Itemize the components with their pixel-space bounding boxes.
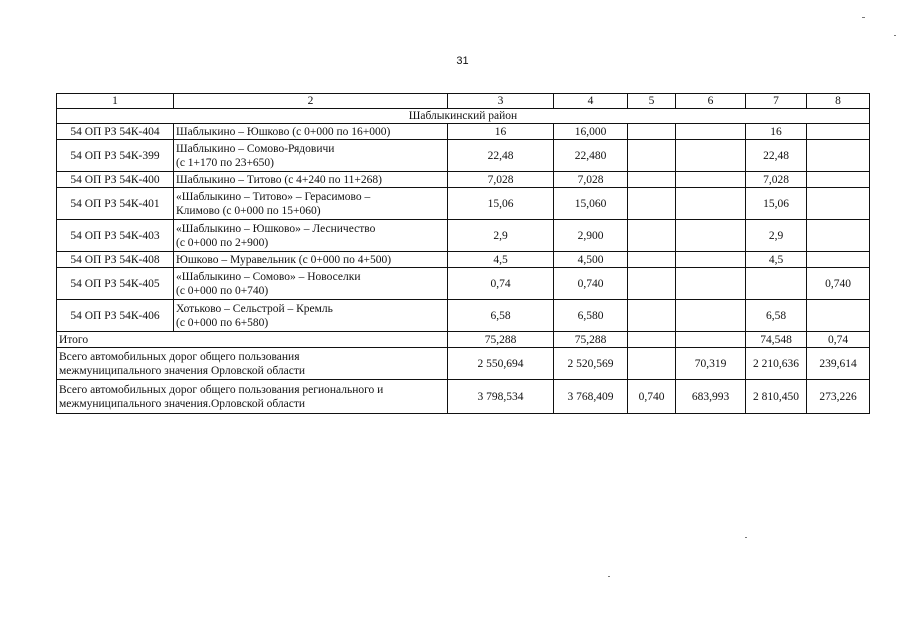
road-name bbox=[174, 172, 448, 188]
road-c3: 0,74 bbox=[448, 268, 554, 300]
road-name bbox=[174, 252, 448, 268]
road-row bbox=[57, 252, 870, 268]
road-row bbox=[57, 188, 870, 220]
total-c7: 74,548 bbox=[746, 332, 807, 348]
road-c6 bbox=[676, 268, 746, 300]
grand-total-row bbox=[57, 380, 870, 414]
intermunicipal-c4: 2 520,569 bbox=[554, 348, 628, 380]
road-name bbox=[174, 140, 448, 172]
road-c7: 2,9 bbox=[746, 220, 807, 252]
col-header-1: 1 bbox=[57, 94, 174, 109]
scan-speck bbox=[608, 576, 610, 577]
intermunicipal-c3: 2 550,694 bbox=[448, 348, 554, 380]
road-c6 bbox=[676, 220, 746, 252]
road-c4: 7,028 bbox=[554, 172, 628, 188]
road-code: 54 ОП РЗ 54К-408 bbox=[57, 252, 174, 268]
road-c6 bbox=[676, 140, 746, 172]
col-header-8: 8 bbox=[807, 94, 870, 109]
road-c8: 0,740 bbox=[807, 268, 870, 300]
road-c7: 22,48 bbox=[746, 140, 807, 172]
grand-total-label-line1: Всего автомобильных дорог общего пользования регионального и bbox=[59, 383, 384, 396]
road-c8 bbox=[807, 220, 870, 252]
grand-c8: 273,226 bbox=[807, 380, 870, 414]
road-code: 54 ОП РЗ 54К-401 bbox=[57, 188, 174, 220]
road-c7: 16 bbox=[746, 124, 807, 140]
road-c6 bbox=[676, 252, 746, 268]
road-c3: 16 bbox=[448, 124, 554, 140]
road-c3: 22,48 bbox=[448, 140, 554, 172]
road-c3: 6,58 bbox=[448, 300, 554, 332]
road-c7: 4,5 bbox=[746, 252, 807, 268]
road-c8 bbox=[807, 172, 870, 188]
col-header-3: 3 bbox=[448, 94, 554, 109]
road-c7: 7,028 bbox=[746, 172, 807, 188]
road-c4: 0,740 bbox=[554, 268, 628, 300]
scan-speck bbox=[862, 17, 865, 18]
road-row bbox=[57, 140, 870, 172]
grand-c5: 0,740 bbox=[628, 380, 676, 414]
road-code: 54 ОП РЗ 54К-403 bbox=[57, 220, 174, 252]
road-c3: 4,5 bbox=[448, 252, 554, 268]
total-label: Итого bbox=[57, 332, 448, 348]
scan-speck bbox=[894, 35, 896, 36]
road-c4: 16,000 bbox=[554, 124, 628, 140]
total-c3: 75,288 bbox=[448, 332, 554, 348]
road-c6 bbox=[676, 300, 746, 332]
road-c7: 6,58 bbox=[746, 300, 807, 332]
grand-total-label bbox=[57, 380, 448, 414]
road-c4: 4,500 bbox=[554, 252, 628, 268]
grand-c4: 3 768,409 bbox=[554, 380, 628, 414]
total-c8: 0,74 bbox=[807, 332, 870, 348]
intermunicipal-c8: 239,614 bbox=[807, 348, 870, 380]
col-header-4: 4 bbox=[554, 94, 628, 109]
road-row bbox=[57, 124, 870, 140]
intermunicipal-c6: 70,319 bbox=[676, 348, 746, 380]
road-name-line2: Климово (с 0+000 по 15+060) bbox=[176, 204, 321, 217]
road-name-line1: Шаблыкино – Юшково (с 0+000 по 16+000) bbox=[176, 125, 391, 138]
grand-c6: 683,993 bbox=[676, 380, 746, 414]
road-c4: 15,060 bbox=[554, 188, 628, 220]
col-header-6: 6 bbox=[676, 94, 746, 109]
road-c6 bbox=[676, 124, 746, 140]
road-c4: 2,900 bbox=[554, 220, 628, 252]
road-code: 54 ОП РЗ 54К-399 bbox=[57, 140, 174, 172]
road-name-line2: (с 0+000 по 2+900) bbox=[176, 236, 269, 249]
road-row bbox=[57, 220, 870, 252]
road-name-line1: Шаблыкино – Титово (с 4+240 по 11+268) bbox=[176, 173, 382, 186]
total-c6 bbox=[676, 332, 746, 348]
road-name bbox=[174, 124, 448, 140]
road-c7: 15,06 bbox=[746, 188, 807, 220]
intermunicipal-label bbox=[57, 348, 448, 380]
road-c5 bbox=[628, 300, 676, 332]
road-name-line2: (с 0+000 по 6+580) bbox=[176, 316, 269, 329]
road-c8 bbox=[807, 124, 870, 140]
road-name-line1: Юшково – Муравельник (с 0+000 по 4+500) bbox=[176, 253, 392, 266]
road-c4: 6,580 bbox=[554, 300, 628, 332]
road-c8 bbox=[807, 140, 870, 172]
column-number-row bbox=[57, 94, 870, 109]
road-code: 54 ОП РЗ 54К-406 bbox=[57, 300, 174, 332]
road-c6 bbox=[676, 172, 746, 188]
road-c5 bbox=[628, 172, 676, 188]
intermunicipal-total-row bbox=[57, 348, 870, 380]
road-c3: 2,9 bbox=[448, 220, 554, 252]
road-row bbox=[57, 172, 870, 188]
road-c4: 22,480 bbox=[554, 140, 628, 172]
total-c5 bbox=[628, 332, 676, 348]
road-name bbox=[174, 188, 448, 220]
intermunicipal-label-line1: Всего автомобильных дорог общего пользования bbox=[59, 350, 300, 363]
road-name-line2: (с 0+000 по 0+740) bbox=[176, 284, 269, 297]
roads-table bbox=[56, 93, 870, 414]
total-c4: 75,288 bbox=[554, 332, 628, 348]
intermunicipal-c5 bbox=[628, 348, 676, 380]
intermunicipal-c7: 2 210,636 bbox=[746, 348, 807, 380]
road-c5 bbox=[628, 252, 676, 268]
col-header-2: 2 bbox=[174, 94, 448, 109]
road-row bbox=[57, 268, 870, 300]
col-header-7: 7 bbox=[746, 94, 807, 109]
road-c3: 15,06 bbox=[448, 188, 554, 220]
road-c5 bbox=[628, 188, 676, 220]
road-c5 bbox=[628, 268, 676, 300]
intermunicipal-label-line2: межмуниципального значения Орловской области bbox=[59, 364, 306, 377]
grand-total-label-line2: межмуниципального значения.Орловской области bbox=[59, 397, 306, 410]
district-title: Шаблыкинский район bbox=[57, 109, 870, 124]
grand-c7: 2 810,450 bbox=[746, 380, 807, 414]
road-name-line1: «Шаблыкино – Юшково» – Лесничество bbox=[176, 222, 376, 235]
road-code: 54 ОП РЗ 54К-404 bbox=[57, 124, 174, 140]
road-c8 bbox=[807, 252, 870, 268]
grand-c3: 3 798,534 bbox=[448, 380, 554, 414]
road-name-line1: Шаблыкино – Сомово-Рядовичи bbox=[176, 142, 335, 155]
road-name bbox=[174, 220, 448, 252]
road-name-line2: (с 1+170 по 23+650) bbox=[176, 156, 275, 169]
road-name-line1: Хотьково – Сельстрой – Кремль bbox=[176, 302, 333, 315]
road-c3: 7,028 bbox=[448, 172, 554, 188]
road-name bbox=[174, 268, 448, 300]
road-row bbox=[57, 300, 870, 332]
road-name bbox=[174, 300, 448, 332]
road-c8 bbox=[807, 188, 870, 220]
road-name-line1: «Шаблыкино – Сомово» – Новоселки bbox=[176, 270, 361, 283]
road-c7 bbox=[746, 268, 807, 300]
road-c8 bbox=[807, 300, 870, 332]
page-number: 31 bbox=[456, 55, 469, 67]
total-row bbox=[57, 332, 870, 348]
road-name-line1: «Шаблыкино – Титово» – Герасимово – bbox=[176, 190, 371, 203]
col-header-5: 5 bbox=[628, 94, 676, 109]
road-c5 bbox=[628, 140, 676, 172]
scan-speck bbox=[745, 537, 747, 538]
road-c5 bbox=[628, 124, 676, 140]
road-c6 bbox=[676, 188, 746, 220]
road-code: 54 ОП РЗ 54К-400 bbox=[57, 172, 174, 188]
road-c5 bbox=[628, 220, 676, 252]
district-row bbox=[57, 109, 870, 124]
road-code: 54 ОП РЗ 54К-405 bbox=[57, 268, 174, 300]
